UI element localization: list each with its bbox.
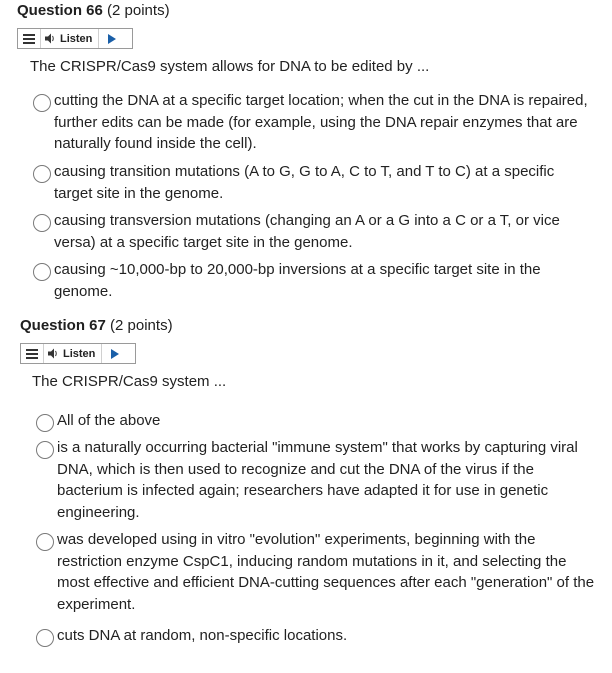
listen-toolbar-67 <box>20 343 136 364</box>
question-66-points: (2 points) <box>107 2 170 19</box>
question-67-option-2[interactable] <box>36 437 596 523</box>
hamburger-menu-icon[interactable] <box>18 29 40 48</box>
question-67-title <box>20 317 173 334</box>
question-66-option-2[interactable] <box>33 161 578 204</box>
play-icon[interactable] <box>99 29 125 48</box>
question-66-prompt: The CRISPR/Cas9 system allows for DNA to be edited by ... <box>30 58 430 75</box>
option-text: is a naturally occurring bacterial "immune system" that works by capturing viral DNA, which is then used to recognize and cut the DNA of the virus if the bacterium is infected again; researchers have adapted it for use in genetic engineering. <box>57 439 578 521</box>
question-67-points: (2 points) <box>110 317 173 334</box>
option-text: cutting the DNA at a specific target location; when the cut in the DNA is repaired, further edits can be made (for example, using the DNA repair enzymes that are naturally found inside the cell). <box>54 92 588 152</box>
option-text: was developed using in vitro "evolution" experiments, beginning with the restriction enzyme CspC1, inducing random mutations in it, and selecting the most effective and efficient DNA-cutting sequences after each "generation" of the experiment. <box>57 531 595 613</box>
question-66-title <box>17 2 170 19</box>
listen-toolbar-66 <box>17 28 133 49</box>
question-66-option-3[interactable] <box>33 210 578 253</box>
speaker-icon <box>45 33 56 44</box>
question-67-option-3[interactable] <box>36 529 596 615</box>
radio-button[interactable] <box>33 94 51 112</box>
option-text: All of the above <box>57 412 161 429</box>
question-66-option-1[interactable] <box>33 90 593 155</box>
question-67-prompt: The CRISPR/Cas9 system ... <box>32 373 227 390</box>
option-text: causing transition mutations (A to G, G to A, C to T, and T to C) at a specific target site in the genome. <box>54 163 555 202</box>
radio-button[interactable] <box>33 214 51 232</box>
question-67-number: Question 67 <box>20 317 106 334</box>
radio-button[interactable] <box>36 441 54 459</box>
radio-button[interactable] <box>36 629 54 647</box>
option-text: cuts DNA at random, non-specific locations. <box>57 627 348 644</box>
hamburger-menu-icon[interactable] <box>21 344 43 363</box>
listen-label: Listen <box>60 32 93 45</box>
question-66-option-4[interactable] <box>33 259 578 302</box>
option-text: causing ~10,000-bp to 20,000-bp inversions at a specific target site in the genome. <box>54 261 541 300</box>
radio-button[interactable] <box>33 263 51 281</box>
listen-button[interactable] <box>43 344 102 363</box>
radio-button[interactable] <box>33 165 51 183</box>
speaker-icon <box>48 348 59 359</box>
option-text: causing transversion mutations (changing an A or a G into a C or a T, or vice versa) at a specific target site in the genome. <box>54 212 560 251</box>
play-icon[interactable] <box>102 344 128 363</box>
question-67-option-1[interactable] <box>36 410 596 432</box>
radio-button[interactable] <box>36 533 54 551</box>
question-66-number: Question 66 <box>17 2 103 19</box>
radio-button[interactable] <box>36 414 54 432</box>
listen-button[interactable] <box>40 29 99 48</box>
question-67-option-4[interactable] <box>36 625 596 647</box>
listen-label: Listen <box>63 347 96 360</box>
